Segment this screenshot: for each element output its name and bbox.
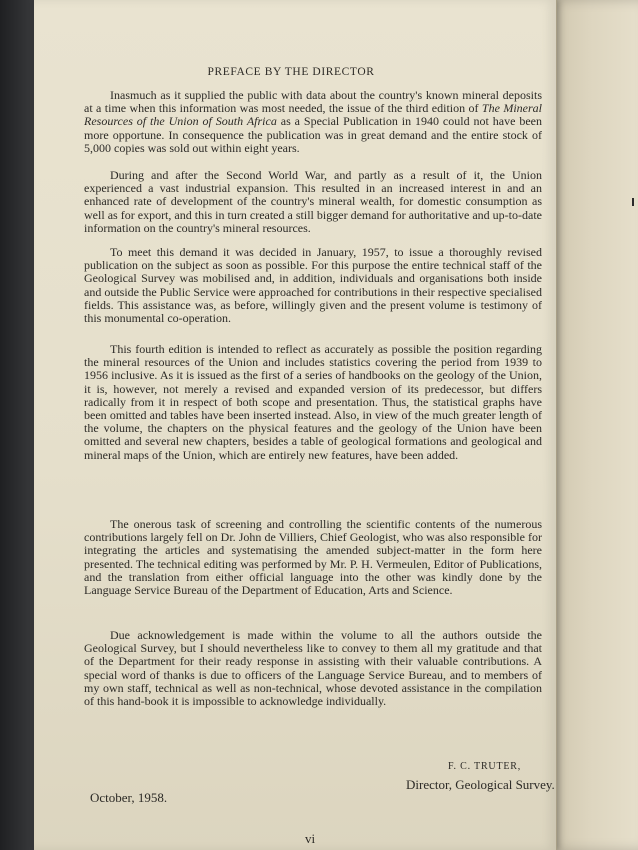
- page-title: PREFACE BY THE DIRECTOR: [207, 66, 375, 78]
- adjacent-page-mark: [632, 198, 634, 206]
- paragraph-2: During and after the Second World War, and partly as a result of it, the Union experienced a vast industrial expansion. This resulted in an increased interest in and an enhanced rate of development of the country's mineral wealth, for domestic consumption as well as for export, and this in turn created a still bigger demand for authoritative and up-to-date information on the country's mineral resources.: [84, 168, 542, 235]
- paragraph-4: This fourth edition is intended to reflect as accurately as possible the position regarding the mineral resources of the Union and includes statistics covering the period from 1939 to 1956 inclusive. As it is issued as the first of a series of handbooks on the geology of the Union, it is, however, not merely a revised and expanded version of its predecessor, but differs radically from it in respect of both scope and presentation. Thus, the statistical graphs have been omitted and tables have been inserted instead. Also, in view of the much greater length of the volume, the chapters on the physical features and the geology of the Union have been omitted and several new chapters, besides a table of geological formations and geological and mineral maps of the Union, which are entirely new features, have been added.: [84, 342, 542, 462]
- adjacent-page: [548, 0, 638, 850]
- paragraph-1-text-start: Inasmuch as it supplied the public with data about the country's known mineral deposits at a time when this information was most needed, the issue of the third edition of: [84, 88, 542, 116]
- background-edge: [0, 0, 36, 850]
- publication-title: The Mineral Resources of the Union of South Africa: [84, 101, 542, 129]
- book-page: [34, 0, 557, 850]
- paragraph-1: [84, 89, 542, 155]
- paragraph-1-text-end: as a Special Publication in 1940 could not have been more opportune. In consequence the publication was in great demand and the entire stock of 5,000 copies was sold out within eight years.: [84, 114, 542, 155]
- paragraph-5: The onerous task of screening and controlling the scientific contents of the numerous contributions largely fell on Dr. John de Villiers, Chief Geologist, who was also responsible for integrating the articles and systematising the amended subject-matter in the form here presented. The technical editing was performed by Mr. P. H. Vermeulen, Editor of Publications, and the translation from either official language into the other was kindly done by the Language Service Bureau of the Department of Education, Arts and Science.: [84, 517, 542, 598]
- date-line: October, 1958.: [90, 790, 168, 805]
- signature-title: Director, Geological Survey.: [406, 777, 555, 792]
- page-number: vi: [305, 831, 316, 846]
- paragraph-3: To meet this demand it was decided in January, 1957, to issue a thoroughly revised publication on the subject as soon as possible. For this purpose the entire technical staff of the Geological Survey was mobilised and, in addition, individuals and organisations both inside and outside the Public Service were approached for contributions in their respective specialised fields. This assistance was, as before, willingly given and the present volume is testimony of this monumental co-operation.: [84, 245, 542, 326]
- signature-name: F. C. TRUTER,: [448, 761, 522, 772]
- paragraph-6: Due acknowledgement is made within the volume to all the authors outside the Geological Survey, but I should nevertheless like to convey to them all my gratitude and that of the Department for their ready response in assisting with their valuable contributions. A special word of thanks is due to officers of the Language Service Bureau, and to members of my own staff, technical as well as non-technical, whose devoted assistance in the compilation of this hand-book it is impossible to acknowledge individually.: [84, 628, 542, 709]
